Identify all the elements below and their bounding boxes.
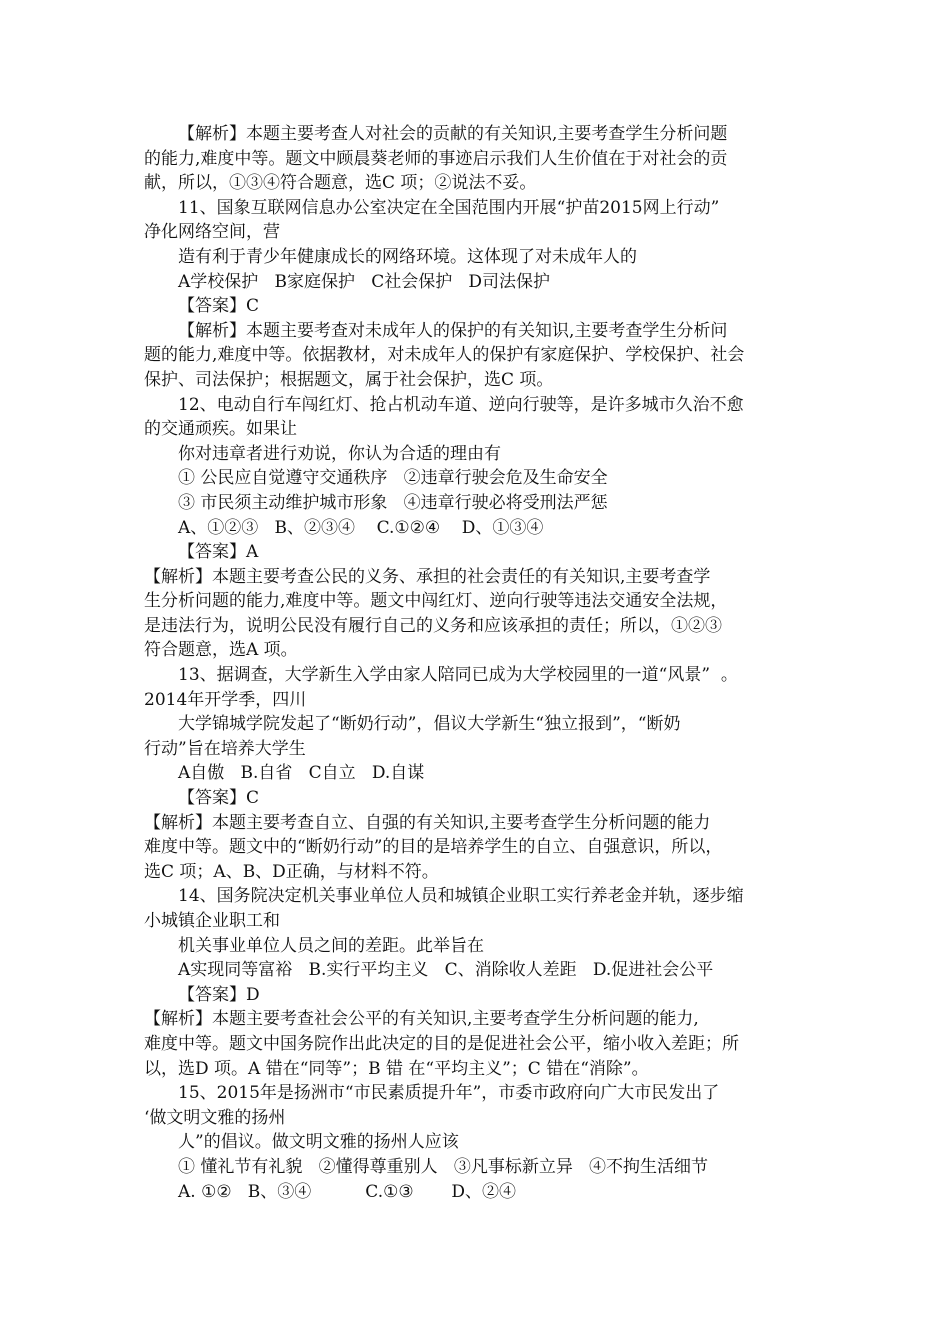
text-line: 造有利于青少年健康成长的网络环境。这体现了对未成年人的 bbox=[178, 246, 637, 267]
text-line: ‘做文明文雅的扬州 bbox=[144, 1107, 286, 1128]
text-line: 净化网络空间，营 bbox=[144, 222, 280, 243]
text-line: A、①②③ B、②③④ C.①②④ D、①③④ bbox=[178, 517, 544, 538]
text-line: 的能力,难度中等。题文中顾晨葵老师的事迹启示我们人生价值在于对社会的贡 bbox=[144, 148, 728, 169]
text-line: ① 公民应自觉遵守交通秩序 ②违章行驶会危及生命安全 bbox=[178, 468, 608, 489]
text-line: 14、国务院决定机关事业单位人员和城镇企业职工实行养老金并轨，逐步缩 bbox=[178, 886, 744, 907]
text-line: 【解析】本题主要考查自立、自强的有关知识,主要考查学生分析问题的能力 bbox=[144, 812, 711, 833]
text-line: 选C 项；A、B、D正确，与材料不符。 bbox=[144, 861, 439, 882]
text-line: 小城镇企业职工和 bbox=[144, 911, 280, 931]
text-line: 【答案】A bbox=[178, 542, 259, 563]
text-line: 【解析】本题主要考查人对社会的贡献的有关知识,主要考查学生分析问题 bbox=[178, 124, 728, 144]
text-line: 生分析问题的能力,难度中等。题文中闯红灯、逆向行驶等违法交通安全法规， bbox=[144, 591, 728, 612]
text-line: 机关事业单位人员之间的差距。此举旨在 bbox=[178, 935, 484, 956]
text-line: 【答案】C bbox=[178, 296, 260, 317]
text-line: 献，所以，①③④符合题意，选C 项；②说法不妥。 bbox=[144, 173, 537, 194]
text-line: 11、国象互联网信息办公室决定在全国范围内开展“护苗2015网上行动” bbox=[178, 197, 720, 218]
text-line: 【解析】本题主要考查社会公平的有关知识,主要考查学生分析问题的能力, bbox=[144, 1009, 699, 1030]
text-line: 2014年开学季，四川 bbox=[144, 689, 307, 710]
text-line: 以，选D 项。A 错在“同等”；B 错 在“平均主义”；C 错在“消除”。 bbox=[144, 1058, 649, 1079]
text-line: ③ 市民须主动维护城市形象 ④违章行驶必将受刑法严惩 bbox=[178, 492, 608, 513]
text-line: 你对违章者进行劝说，你认为合适的理由有 bbox=[178, 443, 501, 464]
text-line: 是违法行为，说明公民没有履行自己的义务和应该承担的责任；所以，①②③ bbox=[144, 615, 722, 636]
text-line: 12、电动自行车闯红灯、抢占机动车道、逆向行驶等，是许多城市久治不愈 bbox=[178, 394, 744, 415]
text-line: A实现同等富裕 B.实行平均主义 C、消除收人差距 D.促进社会公平 bbox=[178, 960, 714, 981]
text-line: 难度中等。题文中的“断奶行动”的目的是培养学生的自立、自强意识，所以， bbox=[144, 837, 723, 858]
text-line: 人”的倡议。做文明文雅的扬州人应该 bbox=[178, 1132, 459, 1153]
text-line: 【解析】本题主要考查对未成年人的保护的有关知识,主要考查学生分析问 bbox=[178, 320, 728, 341]
text-line: 15、2015年是扬洲市“市民素质提升年”，市委市政府向广大市民发出了 bbox=[178, 1083, 720, 1104]
text-line: 【答案】C bbox=[178, 788, 260, 809]
text-line: 保护、司法保护；根据题文，属于社会保护，选C 项。 bbox=[144, 369, 554, 390]
text-line: 符合题意，选A 项。 bbox=[144, 640, 298, 661]
text-line: 【答案】D bbox=[178, 984, 260, 1005]
text-line: 【解析】本题主要考查公民的义务、承担的社会责任的有关知识,主要考查学 bbox=[144, 566, 711, 587]
document-page bbox=[144, 122, 824, 1204]
text-line: ① 懂礼节有礼貌 ②懂得尊重别人 ③凡事标新立异 ④不拘生活细节 bbox=[178, 1156, 709, 1177]
text-line: 的交通顽疾。如果让 bbox=[144, 419, 297, 440]
text-line: 大学锦城学院发起了“断奶行动”，倡议大学新生“独立报到”，“断奶 bbox=[178, 714, 681, 735]
text-line: A. ①② B、③④ C.①③ D、②④ bbox=[178, 1181, 517, 1202]
text-line: 题的能力,难度中等。依据教材，对未成年人的保护有家庭保护、学校保护、社会 bbox=[144, 345, 745, 366]
text-line: A学校保护 B家庭保护 C社会保护 D司法保护 bbox=[178, 271, 551, 292]
text-line: A自傲 B.自省 C自立 D.自谋 bbox=[178, 763, 425, 784]
text-line: 难度中等。题文中国务院作出此决定的目的是促进社会公平，缩小收入差距；所 bbox=[144, 1033, 739, 1054]
text-line: 13、据调查，大学新生入学由家人陪同已成为大学校园里的一道“风景” 。 bbox=[178, 665, 738, 686]
text-line: 行动”旨在培养大学生 bbox=[144, 738, 306, 759]
